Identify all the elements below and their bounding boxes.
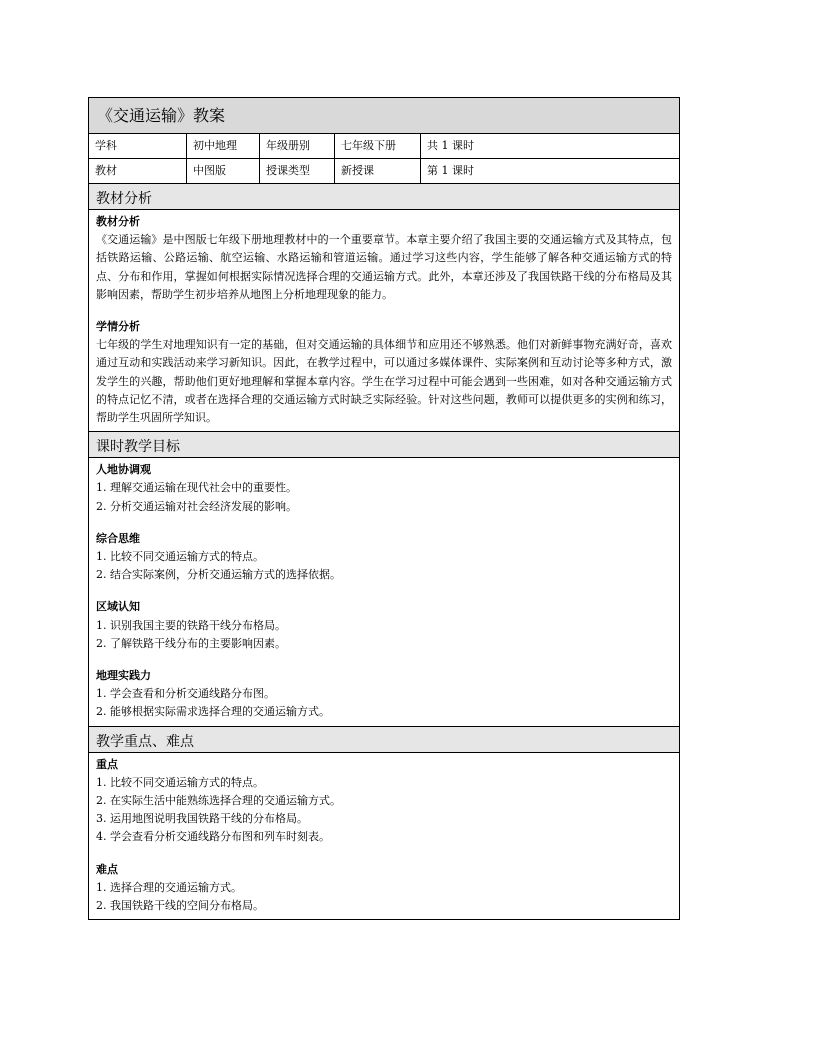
list-item: 1. 比较不同交通运输方式的特点。 [96, 550, 264, 564]
list-item: 1. 选择合理的交通运输方式。 [96, 880, 242, 894]
list-item: 2. 我国铁路干线的空间分布格局。 [96, 899, 264, 913]
goal-group-title: 综合思维 [96, 531, 140, 545]
info-cell: 年级册别 [260, 134, 335, 158]
info-cell: 教材 [89, 159, 187, 183]
list-item: 1. 比较不同交通运输方式的特点。 [96, 775, 264, 789]
section-goals [89, 432, 679, 726]
info-cell: 中图版 [187, 159, 260, 183]
list-item: 3. 运用地图说明我国铁路干线的分布格局。 [96, 812, 308, 826]
info-row-1 [89, 134, 679, 159]
list-item: 2. 结合实际案例，分析交通运输方式的选择依据。 [96, 568, 341, 582]
info-row-2 [89, 159, 679, 184]
list-item: 2. 能够根据实际需求选择合理的交通运输方式。 [96, 705, 330, 719]
section-heading: 教材分析 [89, 184, 679, 210]
list-item: 2. 分析交通运输对社会经济发展的影响。 [96, 499, 297, 513]
list-item: 2. 在实际生活中能熟练选择合理的交通运输方式。 [96, 794, 341, 808]
section-heading: 课时教学目标 [89, 432, 679, 458]
section-heading: 教学重点、难点 [89, 727, 679, 753]
keypoint-group-title: 重点 [96, 757, 118, 771]
subheading-student: 学情分析 [96, 320, 140, 334]
list-item: 1. 学会查看和分析交通线路分布图。 [96, 687, 275, 701]
keypoint-group-title: 难点 [96, 862, 118, 876]
list-item: 2. 了解铁路干线分布的主要影响因素。 [96, 636, 286, 650]
section-analysis [89, 184, 679, 432]
section-keypoints [89, 727, 679, 920]
goal-group-title: 地理实践力 [96, 669, 151, 683]
info-cell: 授课类型 [260, 159, 335, 183]
goal-group-title: 人地协调观 [96, 463, 151, 477]
goal-group-title: 区域认知 [96, 600, 140, 614]
lesson-plan-table [88, 97, 680, 920]
info-cell: 学科 [89, 134, 187, 158]
info-cell: 七年级下册 [335, 134, 421, 158]
list-item: 4. 学会查看分析交通线路分布图和列车时刻表。 [96, 830, 330, 844]
document-title: 《交通运输》教案 [89, 98, 679, 134]
student-analysis-text: 七年级的学生对地理知识有一定的基础，但对交通运输的具体细节和应用还不够熟悉。他们对新鲜事物充满好奇，喜欢通过互动和实践活动来学习新知识。因此，在教学过程中，可以通过多媒体课件、实际案例和互动讨论等多种方式，激发学生的兴趣，帮助他们更好地理解和掌握本章内容。学生在学习过程中可能会遇到一些困难，如对各种交通运输方式的特点记忆不清，或者在选择合理的交通运输方式时缺乏实际经验。针对这些问题，教师可以提供更多的实例和练习，帮助学生巩固所学知识。 [96, 338, 672, 425]
list-item: 1. 识别我国主要的铁路干线分布格局。 [96, 618, 286, 632]
info-cell: 新授课 [335, 159, 421, 183]
textbook-analysis-text: 《交通运输》是中图版七年级下册地理教材中的一个重要章节。本章主要介绍了我国主要的交通运输方式及其特点，包括铁路运输、公路运输、航空运输、水路运输和管道运输。通过学习这些内容，学生能够了解各种交通运输方式的特点、分布和作用，掌握如何根据实际情况选择合理的交通运输方式。此外，本章还涉及了我国铁路干线的分布格局及其影响因素，帮助学生初步培养从地图上分析地理现象的能力。 [96, 233, 672, 301]
info-cell: 第 1 课时 [427, 164, 474, 177]
info-cell: 初中地理 [187, 134, 260, 158]
info-cell: 共 1 课时 [427, 139, 474, 152]
list-item: 1. 理解交通运输在现代社会中的重要性。 [96, 481, 297, 495]
subheading-textbook: 教材分析 [96, 215, 140, 228]
